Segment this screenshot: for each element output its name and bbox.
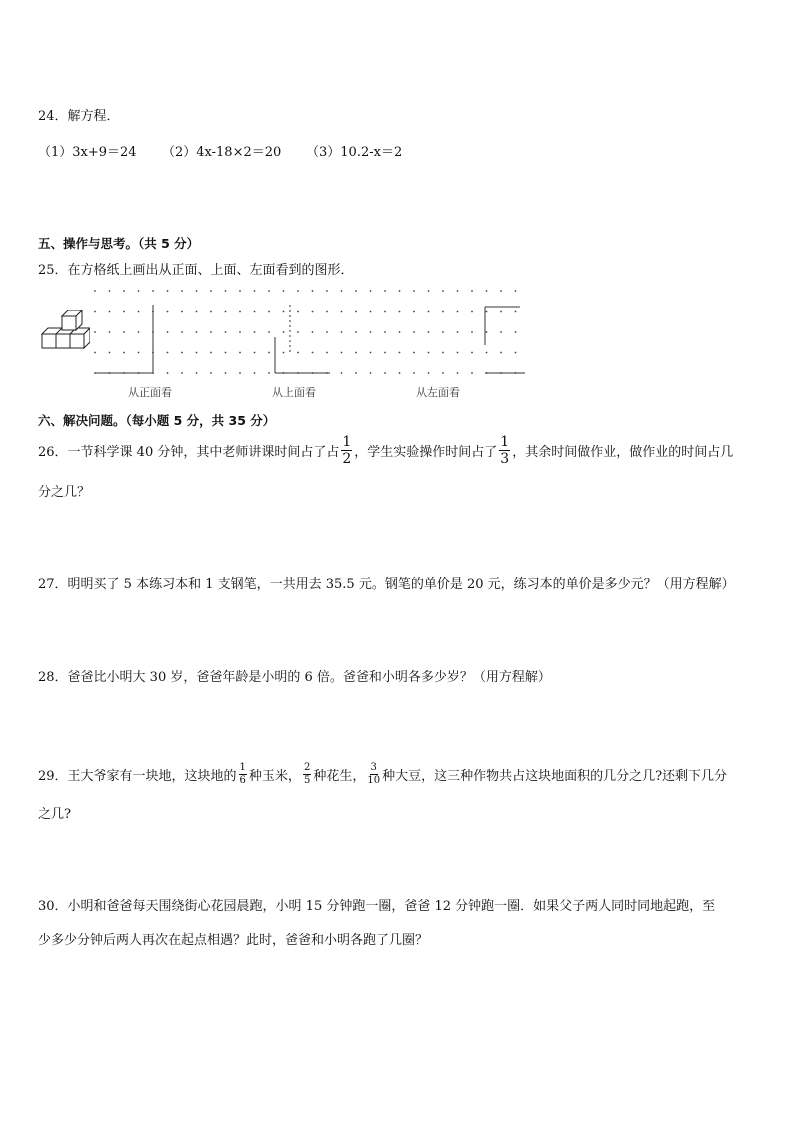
fraction-numerator: 1	[239, 761, 246, 773]
grid-dot	[225, 372, 227, 374]
fraction-three-tenths	[367, 763, 380, 786]
grid-dot	[442, 290, 444, 292]
equation-1: （1）3x+9＝24	[38, 145, 137, 160]
question-29-line2: 之几?	[38, 807, 71, 822]
grid-dot	[355, 290, 357, 292]
grid-dot	[268, 311, 270, 313]
grid-dot	[500, 352, 502, 354]
grid-dot	[399, 311, 401, 313]
grid-dot	[312, 311, 314, 313]
grid-dot	[442, 311, 444, 313]
grid-dot	[239, 331, 241, 333]
grid-dot	[442, 372, 444, 374]
grid-dot	[399, 372, 401, 374]
grid-dot	[109, 352, 111, 354]
grid-dot	[167, 352, 169, 354]
grid-dot	[399, 352, 401, 354]
section-6-heading: 六、解决问题。（每小题 5 分，共 35 分）	[38, 413, 276, 428]
grid-dot	[471, 352, 473, 354]
grid-dot	[181, 311, 183, 313]
fraction-one-half	[341, 435, 352, 466]
grid-dot	[123, 352, 125, 354]
fraction-two-fifths	[303, 763, 311, 786]
grid-dot	[384, 311, 386, 313]
grid-dot	[283, 311, 285, 313]
grid-dot	[254, 290, 256, 292]
q26-text-part1: 26．一节科学课 40 分钟，其中老师讲课时间占了占	[38, 444, 340, 460]
grid-dot	[442, 331, 444, 333]
grid-dot	[326, 290, 328, 292]
q29-text-part4: 种大豆，这三种作物共占这块地面积的几分之几?还剩下几分	[382, 768, 728, 784]
grid-dot	[297, 352, 299, 354]
equation-3: （3）10.2-x＝2	[306, 145, 403, 160]
equation-2: （2）4x-18×2＝20	[162, 145, 282, 160]
question-26-line1	[38, 432, 733, 468]
grid-dot	[326, 331, 328, 333]
grid-dot	[500, 290, 502, 292]
grid-dot	[457, 311, 459, 313]
grid-dot	[355, 311, 357, 313]
question-24-title: 24．解方程．	[38, 109, 120, 124]
fraction-numerator: 1	[500, 433, 510, 450]
grid-dot	[413, 352, 415, 354]
grid-dot	[413, 331, 415, 333]
grid-dot	[297, 331, 299, 333]
grid-dot	[457, 290, 459, 292]
grid-dot	[428, 372, 430, 374]
grid-dot	[123, 290, 125, 292]
grid-dot	[225, 311, 227, 313]
grid-dot	[283, 331, 285, 333]
grid-dot	[254, 352, 256, 354]
grid-dot	[399, 331, 401, 333]
grid-dot	[370, 311, 372, 313]
grid-dot	[268, 352, 270, 354]
grid-dot	[471, 372, 473, 374]
grid-dot	[486, 290, 488, 292]
grid-dot	[225, 352, 227, 354]
left-view-label: 从左面看	[416, 386, 460, 399]
grid-dot	[326, 311, 328, 313]
grid-dot	[428, 331, 430, 333]
fraction-denominator: 2	[342, 450, 352, 467]
grid-dot	[152, 290, 154, 292]
grid-dot	[297, 290, 299, 292]
grid-dot	[515, 352, 517, 354]
grid-dot	[370, 352, 372, 354]
grid-dot	[181, 372, 183, 374]
grid-dot	[268, 372, 270, 374]
grid-dot	[196, 372, 198, 374]
grid-dot	[94, 331, 96, 333]
grid-dot	[341, 331, 343, 333]
grid-dot	[500, 311, 502, 313]
grid-dot	[297, 311, 299, 313]
dotted-grid-paper	[90, 285, 530, 377]
grid-dot	[370, 331, 372, 333]
grid-dot	[196, 352, 198, 354]
grid-dot	[254, 372, 256, 374]
q29-text-part1: 29．王大爷家有一块地，这块地的	[38, 768, 237, 784]
grid-dot	[341, 290, 343, 292]
fraction-one-third	[499, 435, 510, 466]
grid-dot	[254, 311, 256, 313]
grid-dot	[486, 311, 488, 313]
grid-dot	[384, 352, 386, 354]
grid-dot	[312, 331, 314, 333]
grid-dot	[370, 290, 372, 292]
question-26-line2: 分之几？	[38, 485, 91, 500]
grid-dot	[442, 352, 444, 354]
grid-dot	[268, 290, 270, 292]
grid-dot	[181, 331, 183, 333]
grid-dot	[225, 290, 227, 292]
fraction-denominator: 10	[367, 774, 381, 786]
grid-dot	[515, 311, 517, 313]
grid-dot	[486, 331, 488, 333]
grid-dot	[312, 290, 314, 292]
grid-dot	[94, 352, 96, 354]
grid-dot	[181, 352, 183, 354]
grid-dot	[167, 290, 169, 292]
grid-dot	[471, 290, 473, 292]
grid-dot	[181, 290, 183, 292]
q29-text-part3: 种花生，	[313, 768, 366, 784]
grid-dot	[341, 311, 343, 313]
q29-text-part2: 种玉米，	[248, 768, 301, 784]
grid-dot	[283, 290, 285, 292]
grid-dot	[486, 352, 488, 354]
grid-dot	[384, 372, 386, 374]
grid-dot	[138, 352, 140, 354]
grid-dot	[355, 331, 357, 333]
grid-dot	[138, 331, 140, 333]
question-29-line1	[38, 756, 727, 792]
grid-dot	[239, 372, 241, 374]
grid-dot	[109, 290, 111, 292]
grid-dot	[384, 290, 386, 292]
grid-dot	[239, 311, 241, 313]
grid-dot	[167, 331, 169, 333]
q26-text-part2: ，学生实验操作时间占了	[354, 444, 498, 460]
grid-dot	[196, 331, 198, 333]
grid-dot	[515, 331, 517, 333]
grid-dot	[196, 311, 198, 313]
grid-dot	[355, 352, 357, 354]
grid-dot	[413, 290, 415, 292]
grid-dot	[413, 311, 415, 313]
grid-dot	[210, 311, 212, 313]
grid-dot	[428, 290, 430, 292]
question-28-text: 28．爸爸比小明大 30 岁，爸爸年龄是小明的 6 倍。爸爸和小明各多少岁？（用方程解）	[38, 670, 551, 685]
question-30-line1: 30．小明和爸爸每天围绕街心花园晨跑，小明 15 分钟跑一圈，爸爸 12 分钟跑一圈．如果父子两人同时同地起跑，至	[38, 899, 716, 914]
grid-dot	[94, 290, 96, 292]
grid-dot	[515, 290, 517, 292]
grid-dot	[225, 331, 227, 333]
fraction-numerator: 3	[370, 761, 377, 773]
grid-dot	[210, 352, 212, 354]
fraction-one-sixth	[239, 763, 247, 786]
grid-dot	[123, 331, 125, 333]
grid-dot	[399, 290, 401, 292]
fraction-numerator: 1	[342, 433, 352, 450]
grid-dot	[413, 372, 415, 374]
grid-dot	[210, 331, 212, 333]
cube-stack-figure	[40, 310, 90, 352]
question-27-text: 27．明明买了 5 本练习本和 1 支钢笔，一共用去 35.5 元。钢笔的单价是 20 元，练习本的单价是多少元？（用方程解）	[38, 577, 735, 592]
grid-dot	[457, 352, 459, 354]
grid-dot	[457, 372, 459, 374]
grid-dot	[196, 290, 198, 292]
fraction-denominator: 5	[303, 774, 311, 786]
q26-text-part3: ，其余时间做作业，做作业的时间占几	[512, 444, 734, 460]
section-5-heading: 五、操作与思考。（共 5 分）	[38, 236, 200, 251]
grid-dot	[355, 372, 357, 374]
grid-dot	[384, 331, 386, 333]
grid-dot	[123, 311, 125, 313]
grid-dot	[239, 290, 241, 292]
grid-dot	[109, 331, 111, 333]
top-view-label: 从上面看	[272, 386, 316, 399]
grid-dot	[471, 311, 473, 313]
grid-dot	[370, 372, 372, 374]
grid-dot	[341, 372, 343, 374]
grid-dot	[312, 352, 314, 354]
question-30-line2: 少多少分钟后两人再次在起点相遇？此时，爸爸和小明各跑了几圈？	[38, 933, 429, 948]
grid-dot	[500, 331, 502, 333]
grid-dot	[268, 331, 270, 333]
grid-dot	[210, 290, 212, 292]
grid-dot	[210, 372, 212, 374]
grid-dot	[94, 311, 96, 313]
fraction-numerator: 2	[303, 761, 311, 773]
grid-dot	[167, 372, 169, 374]
grid-dot	[457, 331, 459, 333]
front-view-label: 从正面看	[128, 386, 172, 399]
grid-dot	[138, 311, 140, 313]
fraction-denominator: 3	[500, 450, 510, 467]
grid-dot	[254, 331, 256, 333]
grid-dot	[283, 352, 285, 354]
question-25-text: 25．在方格纸上画出从正面、上面、左面看到的图形．	[38, 263, 354, 278]
grid-dot	[109, 311, 111, 313]
grid-dot	[428, 352, 430, 354]
grid-dot	[138, 290, 140, 292]
grid-dot	[428, 311, 430, 313]
grid-dot	[326, 352, 328, 354]
fraction-denominator: 6	[239, 774, 246, 786]
grid-dot	[471, 331, 473, 333]
grid-dot	[167, 311, 169, 313]
grid-dot	[341, 352, 343, 354]
grid-dot	[239, 352, 241, 354]
